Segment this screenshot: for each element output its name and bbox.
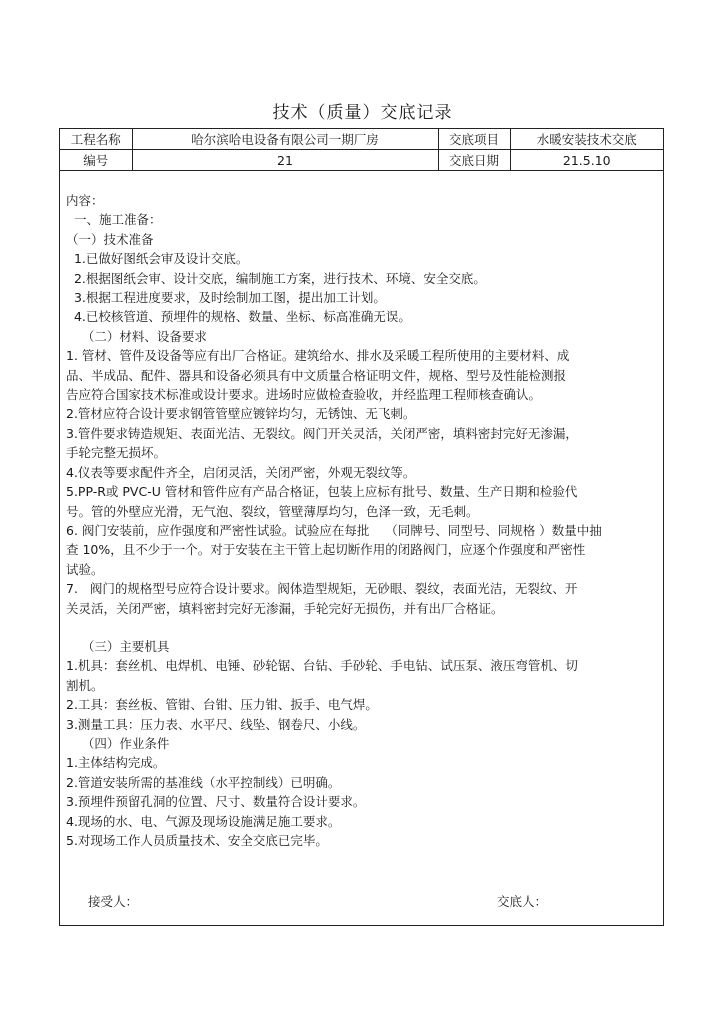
content-line: 4.已校核管道、预埋件的规格、数量、坐标、标高准确无误。 <box>66 309 411 325</box>
content-line: 3.管件要求铸造规矩、表面光洁、无裂纹。阀门开关灵活，关闭严密，填料密封完好无渗漏， <box>66 425 578 441</box>
content-line: 1.机具：套丝机、电焊机、电锤、砂轮锯、台钻、手砂轮、手电钻、试压泵、液压弯管机、切 <box>66 658 578 674</box>
header-table <box>60 129 663 171</box>
content-line: 4.仪表等要求配件齐全，启闭灵活，关闭严密，外观无裂纹等。 <box>66 464 416 480</box>
record-form <box>59 128 664 926</box>
briefing-date-label: 交底日期 <box>438 150 510 171</box>
receiver-signature-label: 接受人： <box>88 894 139 909</box>
briefing-item-value: 水暖安装技术交底 <box>510 129 663 150</box>
content-line: 一、施工准备： <box>66 212 162 228</box>
content-line: 7. 阀门的规格型号应符合设计要求。阀体造型规矩，无砂眼、裂纹，表面光洁，无裂纹、开 <box>66 581 578 597</box>
content-line: 内容： <box>66 193 104 208</box>
giver-signature-label: 交底人： <box>497 894 548 909</box>
content-line: 2.根据图纸会审、设计交底，编制施工方案，进行技术、环境、安全交底。 <box>66 270 486 286</box>
content-blank-line <box>66 618 651 637</box>
content-line: 1.已做好图纸会审及设计交底。 <box>66 251 249 267</box>
number-label: 编号 <box>60 150 132 171</box>
content-line: 5.对现场工作人员质量技术、安全交底已完毕。 <box>66 833 328 848</box>
content-line: （四）作业条件 <box>66 735 170 751</box>
content-line: 3.测量工具：压力表、水平尺、线坠、钢卷尺、小线。 <box>66 716 366 732</box>
document-title: 技术（质量）交底记录 <box>272 103 453 123</box>
content-line: 告应符合国家技术标准或设计要求。进场时应做检查验收，并经监理工程师核查确认。 <box>66 387 542 403</box>
content-line: 3.根据工程进度要求，及时绘制加工图，提出加工计划。 <box>66 290 386 306</box>
content-line: 试验。 <box>66 561 104 577</box>
content-line: 1.主体结构完成。 <box>66 755 166 771</box>
project-name-value: 哈尔滨哈电设备有限公司一期厂房 <box>132 129 438 150</box>
content-line: 查 10%，且不少于一个。对于安装在主干管上起切断作用的闭路阀门，应逐个作强度和严密性 <box>66 542 586 558</box>
content-line: 2.管材应符合设计要求钢管管壁应镀锌均匀，无锈蚀、无飞刺。 <box>66 406 416 422</box>
content-line: 品、半成品、配件、器具和设备必须具有中文质量合格证明文件，规格、型号及性能检测报 <box>66 367 567 383</box>
content-line: （一）技术准备 <box>66 231 154 247</box>
content-line: 2.工具：套丝板、管钳、台钳、压力钳、扳手、电气焊。 <box>66 697 378 713</box>
content-line: （二）材料、设备要求 <box>66 328 207 344</box>
content-line: 1. 管材、管件及设备等应有出厂合格证。建筑给水、排水及采暖工程所使用的主要材料、成 <box>66 348 570 364</box>
header-row-project <box>60 129 663 150</box>
content-body <box>66 191 651 850</box>
header-row-number <box>60 150 663 171</box>
project-name-label: 工程名称 <box>60 129 132 150</box>
briefing-date-value: 21.5.10 <box>510 150 663 171</box>
content-line: 手轮完整无损坏。 <box>66 445 167 461</box>
content-line: 割机。 <box>66 677 104 693</box>
content-line: 号。管的外壁应光滑，无气泡、裂纹，管壁薄厚均匀，色泽一致，无毛刺。 <box>66 503 479 519</box>
content-line: 6. 阀门安装前，应作强度和严密性试验。试验应在每批 （同牌号、同型号、同规格 ）数量中抽 <box>66 522 602 538</box>
content-line: 3.预埋件预留孔洞的位置、尺寸、数量符合设计要求。 <box>66 794 366 810</box>
content-line: （三）主要机具 <box>66 638 170 654</box>
number-value: 21 <box>132 150 438 171</box>
content-line: 4.现场的水、电、气源及现场设施满足施工要求。 <box>66 813 341 829</box>
content-line: 关灵活，关闭严密，填料密封完好无渗漏，手轮完好无损伤，并有出厂合格证。 <box>66 600 504 616</box>
content-line: 5.PP-R或 PVC-U 管材和管件应有产品合格证，包装上应标有批号、数量、生产日期和检验代 <box>66 484 578 500</box>
briefing-item-label: 交底项目 <box>438 129 510 150</box>
content-line: 2.管道安装所需的基准线（水平控制线）已明确。 <box>66 774 341 790</box>
